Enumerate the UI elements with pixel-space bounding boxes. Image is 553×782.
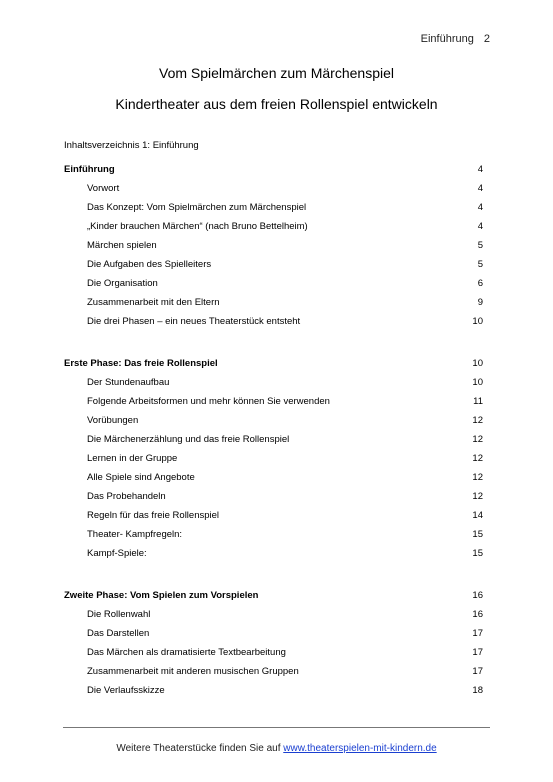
toc-entry-page: 15 bbox=[472, 529, 483, 540]
toc-entry[interactable] bbox=[87, 628, 483, 642]
toc-entry-page: 12 bbox=[472, 434, 483, 445]
footer bbox=[0, 743, 553, 754]
toc-entry[interactable] bbox=[87, 377, 483, 391]
toc-entry-label: Die Märchenerzählung und das freie Rollenspiel bbox=[87, 434, 290, 445]
toc-entry[interactable] bbox=[87, 415, 483, 429]
toc-entry-label: Einführung bbox=[64, 164, 115, 175]
toc-entry-page: 17 bbox=[472, 647, 483, 658]
toc-entry-label: Das Darstellen bbox=[87, 628, 150, 639]
toc-entry[interactable] bbox=[87, 259, 483, 273]
toc-entry-label: Regeln für das freie Rollenspiel bbox=[87, 510, 220, 521]
toc-entry-page: 17 bbox=[472, 628, 483, 639]
document-subtitle: Kindertheater aus dem freien Rollenspiel entwickeln bbox=[115, 96, 438, 112]
toc-entry[interactable] bbox=[87, 240, 483, 254]
toc-entry-page: 5 bbox=[477, 240, 483, 251]
toc-entry-label: Vorübungen bbox=[87, 415, 139, 426]
toc-entry-label: Der Stundenaufbau bbox=[87, 377, 170, 388]
toc-entry-label: Die Rollenwahl bbox=[87, 609, 151, 620]
toc-entry-label: Die Verlaufsskizze bbox=[87, 685, 165, 696]
toc-entry-page: 12 bbox=[472, 453, 483, 464]
toc-entry[interactable] bbox=[87, 472, 483, 486]
toc-entry[interactable] bbox=[87, 202, 483, 216]
toc-entry-label: Erste Phase: Das freie Rollenspiel bbox=[64, 358, 218, 369]
toc-entry[interactable] bbox=[87, 548, 483, 562]
toc-entry-page: 10 bbox=[472, 377, 483, 388]
toc-entry-page: 12 bbox=[472, 491, 483, 502]
footer-text: Weitere Theaterstücke finden Sie auf bbox=[116, 743, 284, 754]
toc-entry-label: Lernen in der Gruppe bbox=[87, 453, 178, 464]
running-header bbox=[421, 33, 490, 45]
toc-entry-label: „Kinder brauchen Märchen“ (nach Bruno Bettelheim) bbox=[87, 221, 308, 232]
toc-entry[interactable] bbox=[87, 183, 483, 197]
toc-entry-page: 4 bbox=[477, 202, 483, 213]
toc-entry[interactable] bbox=[87, 278, 483, 292]
toc-entry-label: Das Märchen als dramatisierte Textbearbeitung bbox=[87, 647, 286, 658]
toc-entry-page: 11 bbox=[473, 396, 483, 407]
footer-link[interactable]: www.theaterspielen-mit-kindern.de bbox=[283, 743, 437, 754]
toc-entry-page: 10 bbox=[472, 316, 483, 327]
toc-entry-page: 9 bbox=[477, 297, 483, 308]
toc-entry-label: Das Konzept: Vom Spielmärchen zum Märchenspiel bbox=[87, 202, 307, 213]
toc-section-entry[interactable] bbox=[64, 590, 483, 604]
toc-entry[interactable] bbox=[87, 297, 483, 311]
toc-section-entry[interactable] bbox=[64, 164, 483, 178]
toc-entry-page: 6 bbox=[477, 278, 483, 289]
toc-entry-page: 12 bbox=[472, 472, 483, 483]
toc-entry-page: 16 bbox=[472, 609, 483, 620]
toc-entry[interactable] bbox=[87, 396, 483, 410]
footer-divider bbox=[63, 727, 490, 728]
toc-entry-label: Zusammenarbeit mit den Eltern bbox=[87, 297, 220, 308]
toc-entry[interactable] bbox=[87, 434, 483, 448]
toc-entry-page: 14 bbox=[472, 510, 483, 521]
toc-entry-label: Das Probehandeln bbox=[87, 491, 166, 502]
toc-entry-page: 4 bbox=[477, 164, 483, 175]
toc-entry[interactable] bbox=[87, 221, 483, 235]
toc-entry-page: 15 bbox=[472, 548, 483, 559]
toc-entry-page: 12 bbox=[472, 415, 483, 426]
toc-entry-label: Kampf-Spiele: bbox=[87, 548, 147, 559]
toc-entry[interactable] bbox=[87, 666, 483, 680]
toc-entry-label: Zusammenarbeit mit anderen musischen Gruppen bbox=[87, 666, 299, 677]
toc-entry[interactable] bbox=[87, 491, 483, 505]
toc-entry-page: 5 bbox=[477, 259, 483, 270]
toc-entry-label: Die Aufgaben des Spielleiters bbox=[87, 259, 212, 270]
toc-section-entry[interactable] bbox=[64, 358, 483, 372]
header-page-number: 2 bbox=[483, 33, 490, 45]
toc-entry-page: 16 bbox=[472, 590, 483, 601]
toc-entry[interactable] bbox=[87, 453, 483, 467]
header-section: Einführung bbox=[420, 33, 474, 45]
toc-entry[interactable] bbox=[87, 609, 483, 623]
toc-entry-page: 4 bbox=[477, 221, 483, 232]
toc-entry-label: Vorwort bbox=[87, 183, 120, 194]
toc-entry-label: Die Organisation bbox=[87, 278, 158, 289]
document-title: Vom Spielmärchen zum Märchenspiel bbox=[159, 65, 394, 81]
toc-entry-label: Alle Spiele sind Angebote bbox=[87, 472, 195, 483]
toc-entry[interactable] bbox=[87, 510, 483, 524]
toc-entry[interactable] bbox=[87, 316, 483, 330]
toc-entry-label: Theater- Kampfregeln: bbox=[87, 529, 183, 540]
toc-entry[interactable] bbox=[87, 647, 483, 661]
toc-entry-label: Folgende Arbeitsformen und mehr können Sie verwenden bbox=[87, 396, 330, 407]
toc-entry-page: 17 bbox=[472, 666, 483, 677]
toc-entry[interactable] bbox=[87, 685, 483, 699]
toc-heading: Inhaltsverzeichnis 1: Einführung bbox=[64, 140, 199, 151]
toc-entry-label: Zweite Phase: Vom Spielen zum Vorspielen bbox=[64, 590, 259, 601]
toc-entry[interactable] bbox=[87, 529, 483, 543]
toc-entry-page: 10 bbox=[472, 358, 483, 369]
toc-entry-label: Die drei Phasen – ein neues Theaterstück entsteht bbox=[87, 316, 301, 327]
toc-entry-page: 4 bbox=[477, 183, 483, 194]
toc-entry-label: Märchen spielen bbox=[87, 240, 157, 251]
toc-entry-page: 18 bbox=[472, 685, 483, 696]
